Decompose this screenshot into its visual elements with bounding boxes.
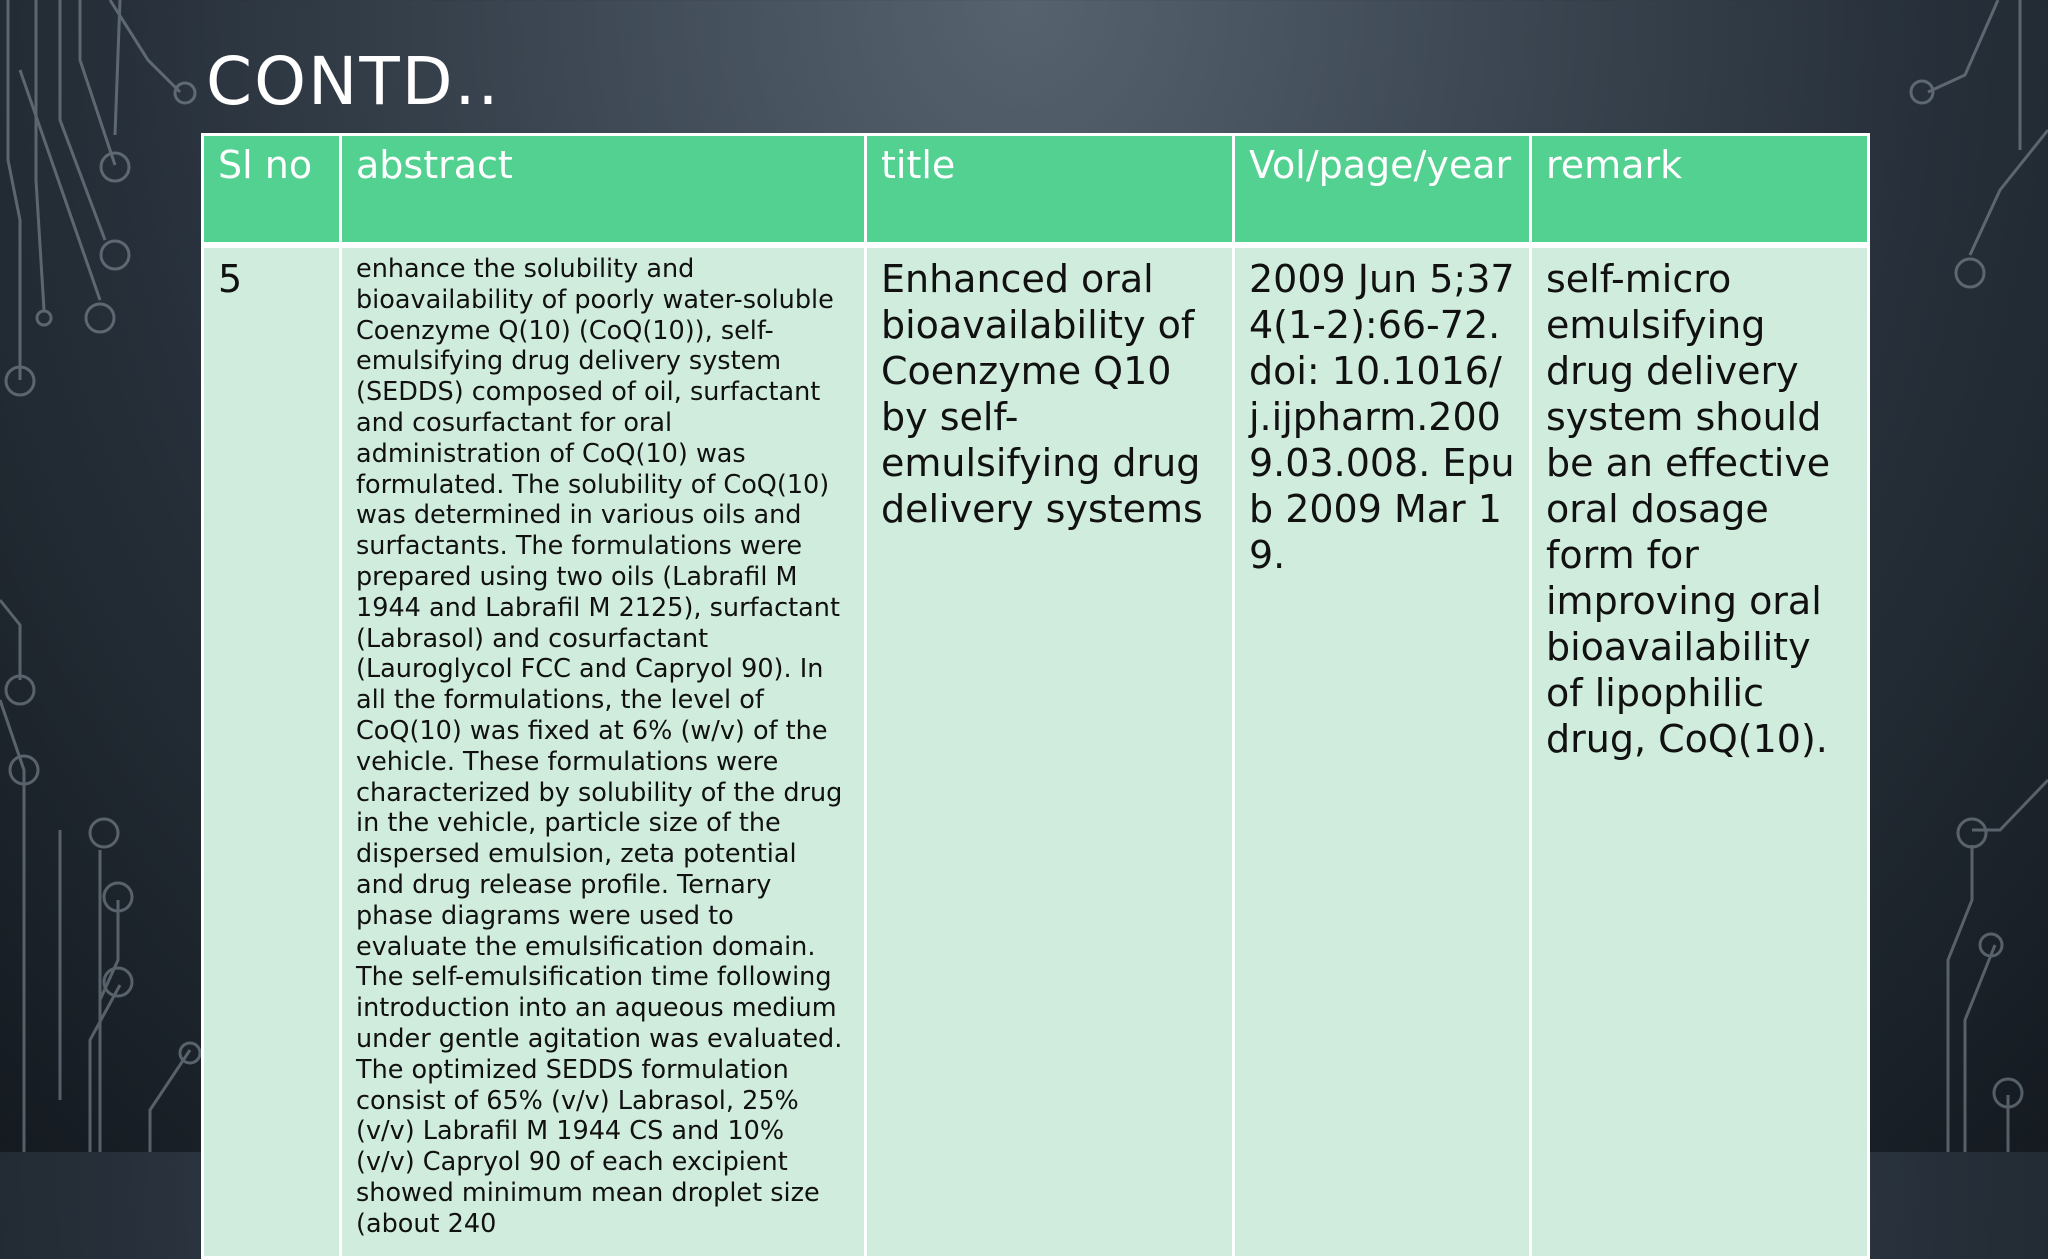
header-remark: remark (1531, 135, 1869, 246)
header-abstract: abstract (341, 135, 866, 246)
header-title: title (866, 135, 1234, 246)
slide-title: CONTD.. (206, 43, 501, 120)
table-row (203, 245, 1869, 1258)
cell-title: Enhanced oral bioavailability of Coenzyme Q10 by self-emulsifying drug delivery systems (866, 245, 1234, 1258)
cell-sl-no: 5 (203, 245, 341, 1258)
cell-abstract: enhance the solubility and bioavailability of poorly water-soluble Coenzyme Q(10) (CoQ(10)), self-emulsifying drug delivery system (SEDDS) composed of oil, surfactant and cosurfactant for oral administration of CoQ(10) was formulated. The solubility of CoQ(10) was determined in various oils and surfactants. The formulations were prepared using two oils (Labrafil M 1944 and Labrafil M 2125), surfactant (Labrasol) and cosurfactant (Lauroglycol FCC and Capryol 90). In all the formulations, the level of CoQ(10) was fixed at 6% (w/v) of the vehicle. These formulations were characterized by solubility of the drug in the vehicle, particle size of the dispersed emulsion, zeta potential and drug release profile. Ternary phase diagrams were used to evaluate the emulsification domain. The self-emulsification time following introduction into an aqueous medium under gentle agitation was evaluated. The optimized SEDDS formulation consist of 65% (v/v) Labrasol, 25% (v/v) Labrafil M 1944 CS and 10% (v/v) Capryol 90 of each excipient showed minimum mean droplet size (about 240 (341, 245, 866, 1258)
table-header-row (203, 135, 1869, 246)
literature-table (201, 133, 1870, 1259)
cell-vol-page-year: 2009 Jun 5;374(1-2):66-72. doi: 10.1016/j.ijpharm.2009.03.008. Epub 2009 Mar 19. (1234, 245, 1531, 1258)
header-vol-page-year: Vol/page/year (1234, 135, 1531, 246)
header-sl-no: Sl no (203, 135, 341, 246)
literature-table-container (201, 133, 1867, 1239)
cell-remark: self-micro emulsifying drug delivery system should be an effective oral dosage form for improving oral bioavailability of lipophilic drug, CoQ(10). (1531, 245, 1869, 1258)
